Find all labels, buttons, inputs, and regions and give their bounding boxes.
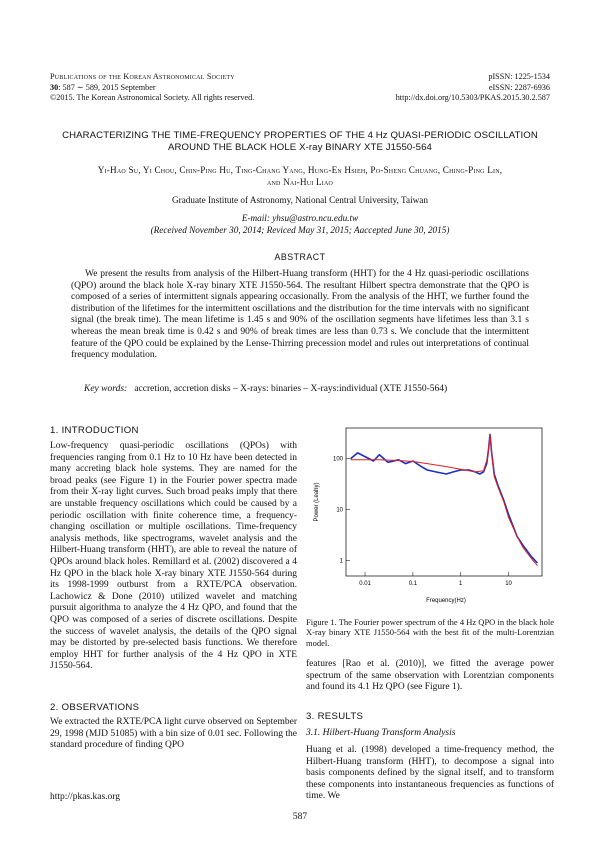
results-text: Huang et al. (1998) developed a time-frequency method, the Hilbert-Huang transform (HHT), to decompose a signal into basis components defined by the signal itself, and to transform these components into instantaneous frequencies as functions of time. We xyxy=(306,745,554,802)
figure-caption: Figure 1. The Fourier power spectrum of the 4 Hz QPO in the black hole X-ray binary XTE J1550-564 with the best fit of the multi-Lorentzian model. xyxy=(306,617,554,648)
abstract-heading: ABSTRACT xyxy=(274,252,326,262)
affiliation: Graduate Institute of Astronomy, National Central University, Taiwan xyxy=(172,195,428,205)
x-tick-label: 10 xyxy=(505,581,512,587)
journal-name: Publications of the Korean Astronomical Society xyxy=(50,72,235,81)
x-tick-label: 0.01 xyxy=(359,581,371,587)
right-column-text: features [Rao et al. (2010)], we fitted the average power spectrum of the same observation with Lorentzian components and found its 4.1 Hz QPO (see Figure 1). xyxy=(306,659,554,693)
eissn: eISSN: 2287-6936 xyxy=(488,82,550,92)
running-header-right xyxy=(396,72,550,104)
observations-heading: 2. OBSERVATIONS xyxy=(50,702,140,713)
intro-text: Low-frequency quasi-periodic oscillations (QPOs) with frequencies ranging from 0.1 Hz to 10 Hz have been detected in many accreting black hole systems. They are named for the broad peaks (see Figure 1) in the Fourier power spectra made from their X-ray light curves. Such broad peaks imply that there are unstable frequency oscillations which could be caused by a periodic oscillation with finite coherence time, a frequency-changing oscillation or multiple oscillations. Time-frequency analysis methods, like spectrograms, wavelet analysis and the Hilbert-Huang transform (HHT), are able to reveal the nature of QPOs around black holes. Remillard et al. (2002) discovered a 4 Hz QPO in the black hole X-ray binary XTE J1550-564 during its 1998-1999 outburst from a RXTE/PCA observation. Lachowicz & Done (2010) utilized wavelet and matching pursuit algorithma to analyze the 4 Hz QPO, and found that the QPO was composed of a series of discrete oscillations. Despite the success of wavelet analysis, the details of the QPO signal may be distorted by pre-selected basis functions. We therefore employ HHT for further analysis of the 4 Hz QPO in XTE J1550-564. xyxy=(50,441,297,672)
y-tick-label: 1 xyxy=(339,558,343,565)
y-tick-label: 100 xyxy=(332,456,343,463)
authors-line-2: and Nai-Hui Liao xyxy=(266,177,334,187)
author-block xyxy=(40,164,560,236)
paper-title xyxy=(40,130,560,154)
keywords xyxy=(84,384,447,394)
email: E-mail: yhsu@astro.ncu.edu.tw xyxy=(241,213,359,223)
subsection-heading: 3.1. Hilbert-Huang Transform Analysis xyxy=(306,728,456,738)
results-heading: 3. RESULTS xyxy=(306,711,364,722)
x-tick-label: 1 xyxy=(459,581,463,587)
doi: http://dx.doi.org/10.5303/PKAS.2015.30.2.587 xyxy=(395,93,550,102)
keywords-label: Key words: xyxy=(84,384,128,394)
copyright: ©2015. The Korean Astronomical Society. All rights reserved. xyxy=(50,93,255,102)
page-range: : 587 ∼ 589, 2015 September xyxy=(58,82,156,92)
pissn: pISSN: 1225-1534 xyxy=(488,72,550,81)
page-number: 587 xyxy=(292,812,308,822)
authors-line-1: Yi-Hao Su, Yi Chou, Chin-Ping Hu, Ting-Chang Yang, Hung-En Hsieh, Po-Sheng Chuang, Ching-Ping Lin, xyxy=(97,165,503,175)
volume-line xyxy=(50,83,254,94)
dates: (Received November 30, 2014; Reviced May 31, 2015; Aaccepted June 30, 2015) xyxy=(150,225,450,235)
power-spectrum-chart xyxy=(306,420,552,612)
y-axis-label: Power (Leahy) xyxy=(314,482,320,522)
journal-url: http://pkas.kas.org xyxy=(50,792,121,802)
x-tick-label: 0.1 xyxy=(408,581,418,587)
plot-frame xyxy=(346,428,542,576)
abstract-text: We present the results from analysis of the Hilbert-Huang transform (HHT) for the 4 Hz quasi-periodic oscillations (QPO) around the black hole X-ray binary XTE J1550-564. The resultant Hilbert spectra demonstrate that the QPO is composed of a series of intermittent signals appearing occasionally. From the analysis of the HHT, we further found the distribution of the lifetimes for the intermittent oscillations and the distribution for the time intervals with no significant signal (the break time). The mean lifetime is 1.45 s and 90% of the oscillation segments have lifetimes less than 3.1 s whereas the mean break time is 0.42 s and 90% of break times are less than 0.73 s. We conclude that the intermittent feature of the QPO could be explained by the Lense-Thirring precession model and rules out interpretations of continual frequency modulation. xyxy=(71,269,529,361)
x-axis-label: Frequency(Hz) xyxy=(426,598,466,604)
figure-1 xyxy=(306,420,552,612)
volume-number: 30 xyxy=(50,82,59,92)
title-line-1: CHARACTERIZING THE TIME-FREQUENCY PROPERTIES OF THE 4 Hz QUASI-PERIODIC OSCILLATION xyxy=(62,130,538,141)
intro-heading: 1. INTRODUCTION xyxy=(50,425,139,436)
running-header-left xyxy=(50,72,254,104)
keywords-text: accretion, accretion disks – X-rays: binaries – X-rays:individual (XTE J1550-564) xyxy=(134,384,448,394)
y-tick-label: 10 xyxy=(336,507,343,514)
title-line-2: AROUND THE BLACK HOLE X-ray BINARY XTE J1550-564 xyxy=(168,142,432,153)
observations-text: We extracted the RXTE/PCA light curve observed on September 29, 1998 (MJD 51085) with a bin size of 0.01 sec. Following the standard procedure of finding QPO xyxy=(50,717,297,751)
